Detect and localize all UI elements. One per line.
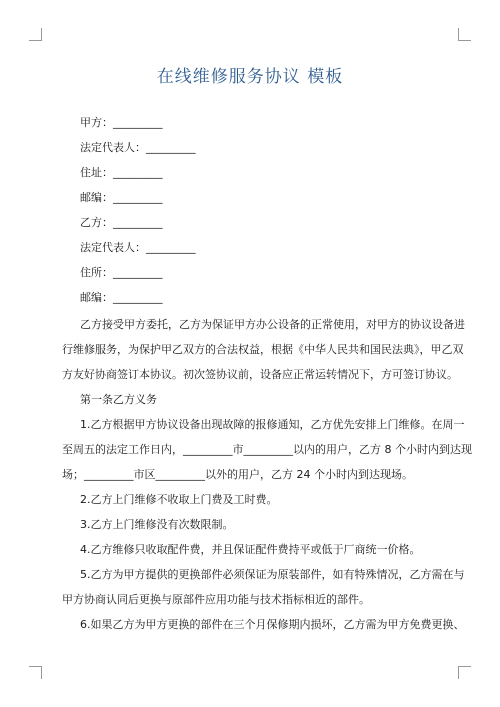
party-a-representative-field: 法定代表人：_________ <box>80 141 196 154</box>
clause-5-line-2: 甲方协商认同后更换与原部件应用功能与技术指标相近的部件。 <box>62 593 370 606</box>
party-a-field: 甲方：_________ <box>80 116 163 129</box>
crop-mark-bottom-left <box>29 666 42 679</box>
crop-mark-top-right <box>458 28 471 41</box>
intro-line-1: 乙方接受甲方委托，乙方为保证甲方办公设备的正常使用，对甲方的协议设备进 <box>80 318 465 331</box>
clause-1-line-2: 至周五的法定工作日内，_________市_________以内的用户，乙方 8 个小时内到达现 <box>62 443 472 456</box>
party-b-field: 乙方：_________ <box>80 216 163 229</box>
clause-5-line-1: 5.乙方为甲方提供的更换部件必须保证为原装部件，如有特殊情况，乙方需在与 <box>80 568 465 581</box>
clause-2: 2.乙方上门维修不收取上门费及工时费。 <box>80 493 278 506</box>
clause-4: 4.乙方维修只收取配件费，并且保证配件费持平或低于厂商统一价格。 <box>80 543 421 556</box>
party-b-address-field: 住所：_________ <box>80 266 163 279</box>
party-b-postcode-field: 邮编：_________ <box>80 291 163 304</box>
clause-6-line-1: 6.如果乙方为甲方更换的部件在三个月保修期内损坏，乙方需为甲方免费更换、 <box>80 618 465 631</box>
clause-1-line-3: 场；_________市区_________以外的用户，乙方 24 个小时内到达现场。 <box>62 468 413 481</box>
intro-line-2: 行维修服务，为保护甲乙双方的合法权益，根据《中华人民共和国民法典》，甲乙双 <box>62 343 464 356</box>
party-a-postcode-field: 邮编：_________ <box>80 191 163 204</box>
party-b-representative-field: 法定代表人：_________ <box>80 241 196 254</box>
document-title: 在线维修服务协议 模板 <box>156 67 344 87</box>
crop-mark-bottom-right <box>458 666 471 679</box>
section-heading: 第一条乙方义务 <box>80 393 157 406</box>
clause-1-line-1: 1.乙方根据甲方协议设备出现故障的报修通知，乙方优先安排上门维修。在周一 <box>80 418 465 431</box>
crop-mark-top-left <box>29 28 42 41</box>
intro-line-3: 方友好协商签订本协议。初次签协议前，设备应正常运转情况下，方可签订协议。 <box>62 368 458 381</box>
party-a-address-field: 住址：_________ <box>80 166 163 179</box>
clause-3: 3.乙方上门维修没有次数限制。 <box>80 518 234 531</box>
